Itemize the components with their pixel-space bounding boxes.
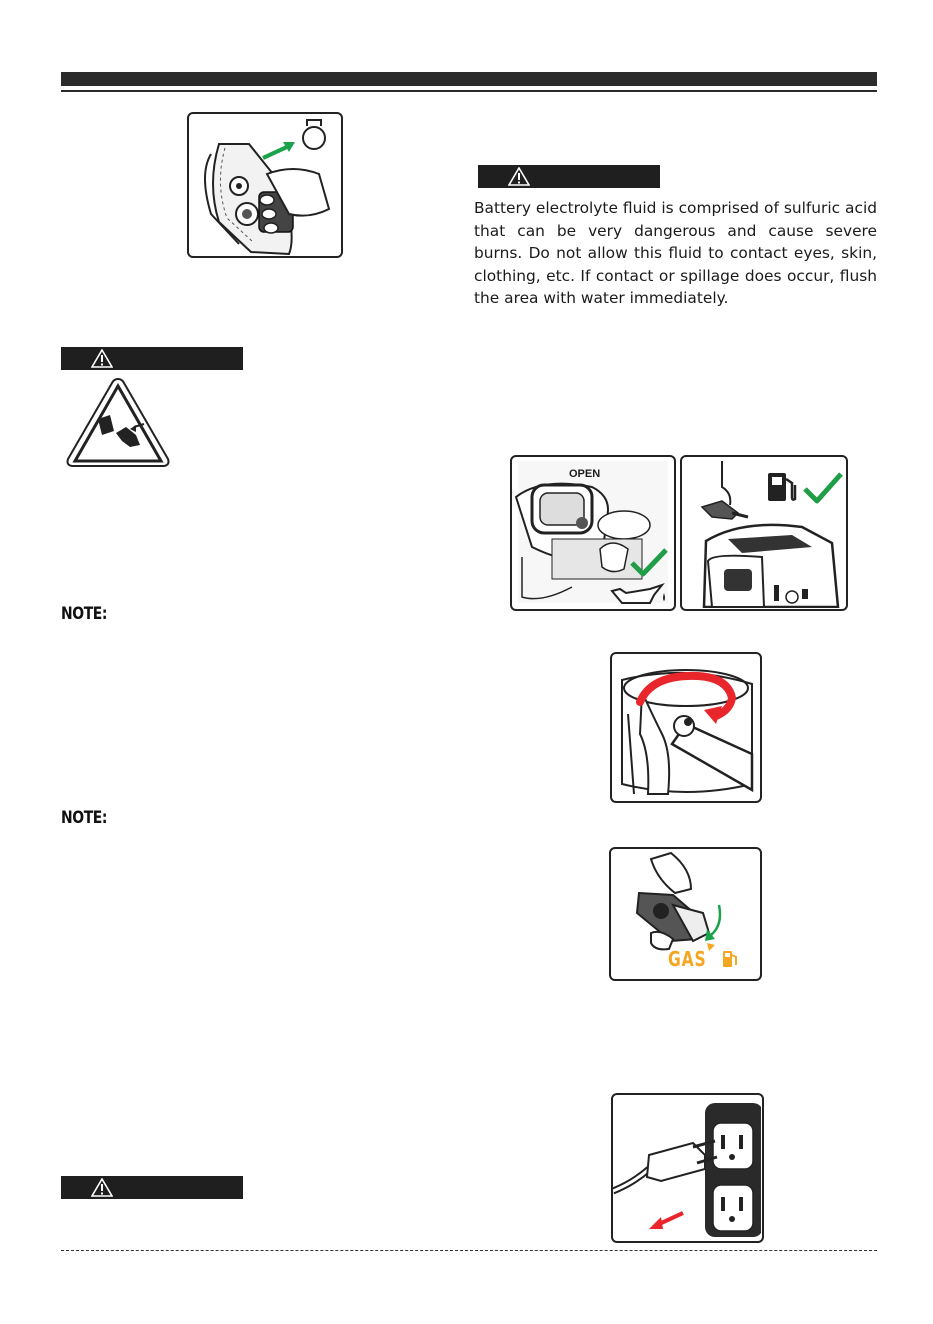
fuel-pump-icon (721, 949, 739, 969)
battery-warning-text: Battery electrolyte fluid is comprised of sulfuric acid that can be very dangerous and cause severe burns. Do not allow this fluid to contact eyes, skin, clothing, etc. If contact or spillage does occur, flush the area with water immediately. (474, 199, 877, 308)
oil-can-icon (608, 581, 670, 607)
gas-label: GAS (668, 947, 707, 971)
warning-bar-bottom (61, 1176, 243, 1199)
hand-injury-hazard-icon (64, 375, 172, 470)
footer-rule (61, 1250, 877, 1251)
warning-bar-moving-parts (61, 347, 243, 370)
header-bar (61, 72, 877, 86)
check-mark-icon (802, 471, 844, 505)
warning-bar-battery (478, 165, 660, 188)
note-label: NOTE: (61, 604, 108, 624)
fuel-valve-figure (609, 847, 762, 981)
fuel-cap-figure (610, 652, 762, 803)
check-mark-icon (629, 547, 669, 579)
fuel-pump-icon (764, 469, 800, 505)
oil-check-figure (510, 455, 676, 611)
open-label: OPEN (569, 468, 601, 480)
header-rule (61, 90, 877, 92)
fuel-check-figure (680, 455, 848, 611)
unplug-figure (611, 1093, 764, 1243)
starter-figure (187, 112, 343, 258)
warning-triangle-icon (508, 167, 530, 186)
note-label: NOTE: (61, 808, 108, 828)
warning-triangle-icon (91, 1178, 113, 1197)
warning-triangle-icon (91, 349, 113, 368)
